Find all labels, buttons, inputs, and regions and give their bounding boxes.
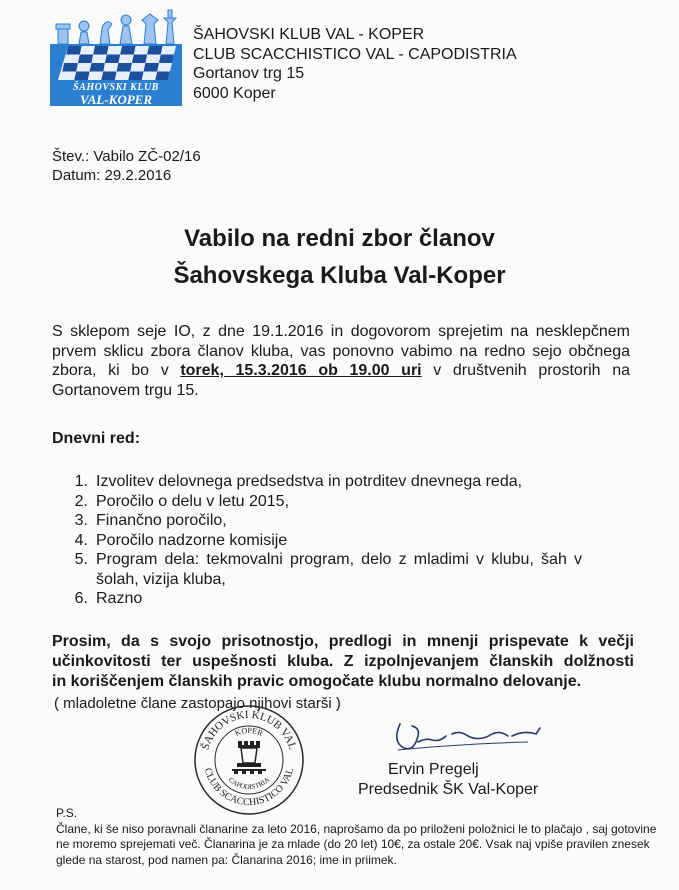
- list-item: [52, 589, 582, 609]
- signature: [388, 712, 548, 757]
- closing-paragraph: [52, 632, 634, 692]
- list-item-text: Finančno poročilo,: [96, 512, 227, 529]
- stamp-bottom-text: CLUB SCACCHISTICO VAL: [201, 766, 297, 809]
- signer-block: [358, 760, 538, 799]
- list-item-number: 6.: [74, 590, 88, 607]
- postscript: [56, 806, 670, 868]
- logo-line2: VAL-KOPER: [80, 92, 152, 107]
- list-item-number: 3.: [74, 512, 88, 529]
- list-item-number: 5.: [74, 551, 88, 568]
- agenda-list: [52, 472, 582, 609]
- closing-line3: in koriščenjem članskih pravic omogočate klubu normalno delovanje.: [52, 673, 582, 690]
- list-item: [52, 472, 582, 492]
- list-item-number: 1.: [74, 473, 88, 490]
- stamp-inner-top-text: KOPER: [233, 725, 265, 738]
- closing-line1: Prosim, da s svojo prisotnostjo, predlogi in mnenji prispevate k večji: [52, 633, 634, 650]
- agenda-title: Dnevni red:: [52, 430, 141, 447]
- list-item: [52, 550, 582, 589]
- title-line2: Šahovskega Kluba Val-Koper: [173, 262, 506, 289]
- ps-text: Člane, ki še niso poravnali članarine za leto 2016, naprošamo da po priloženi položnici le to plačajo , saj gotovine ne moremo sprejemati več. Članarina je za mlade (do 20 let) 10€, za ostale 20€. Vsak naj vpiše pravilen znesek glede na starost, pod namen pa: Članarina 2016; ime in priimek.: [56, 821, 657, 867]
- stamp-inner-bottom-text: CAPODISTRIA: [226, 775, 272, 792]
- title-line1: Vabilo na redni zbor članov: [184, 225, 495, 252]
- club-name-sl: ŠAHOVSKI KLUB VAL - KOPER: [193, 26, 425, 43]
- club-address: [193, 25, 517, 103]
- list-item: [52, 492, 582, 512]
- stamp-top-text: ŠAHOVSKI KLUB VAL: [199, 708, 299, 752]
- club-city: 6000 Koper: [193, 84, 276, 102]
- logo-line1: ŠAHOVSKI KLUB: [73, 82, 159, 93]
- list-item-text: Izvolitev delovnega predsedstva in potrditev dnevnega reda,: [96, 473, 523, 490]
- list-item-number: 2.: [74, 492, 88, 510]
- ps-label: P.S.: [56, 806, 78, 820]
- signer-role: Predsednik ŠK Val-Koper: [358, 780, 539, 798]
- list-item: [52, 511, 582, 531]
- list-item-text: Poročilo o delu v letu 2015,: [96, 492, 290, 510]
- document-reference: [52, 147, 201, 185]
- list-item: [52, 531, 582, 551]
- list-item-text: Program dela: tekmovalni program, delo z mladimi v klubu, šah v šolah, vizija kluba,: [96, 551, 582, 588]
- reference-number: Štev.: Vabilo ZČ-02/16: [52, 148, 201, 165]
- intro-text-before: S sklepom seje IO, z dne 19.1.2016 in dogovorom sprejetim na nesklepčnem prvem sklicu zbora članov kluba, vas ponovno vabimo na redno sejo občnega zbora, ki bo v: [52, 323, 630, 379]
- list-item-text: Razno: [96, 590, 143, 607]
- list-item-text: Poročilo nadzorne komisije: [96, 531, 288, 549]
- reference-date: Datum: 29.2.2016: [52, 167, 172, 184]
- signer-name: Ervin Pregelj: [388, 761, 479, 778]
- intro-text-after: v društvenih prostorih na Gortanovem trgu 15.: [52, 362, 630, 399]
- closing-line2: učinkovitosti ter uspešnosti kluba. Z izpolnjevanjem članskih dolžnosti: [52, 653, 634, 670]
- club-logo: [50, 6, 182, 106]
- intro-paragraph: [52, 322, 630, 400]
- stamp-seal: [192, 703, 306, 817]
- minors-note: ( mladoletne člane zastopajo njihovi starši ): [54, 695, 341, 712]
- club-street: Gortanov trg 15: [193, 65, 305, 82]
- page-title: [0, 220, 679, 294]
- club-stamp: [192, 703, 306, 817]
- list-item-number: 4.: [74, 531, 88, 549]
- meeting-datetime: torek, 15.3.2016 ob 19.00 uri: [180, 362, 422, 379]
- handwritten-signature: [388, 712, 548, 757]
- club-name-it: CLUB SCACCHISTICO VAL - CAPODISTRIA: [193, 45, 517, 63]
